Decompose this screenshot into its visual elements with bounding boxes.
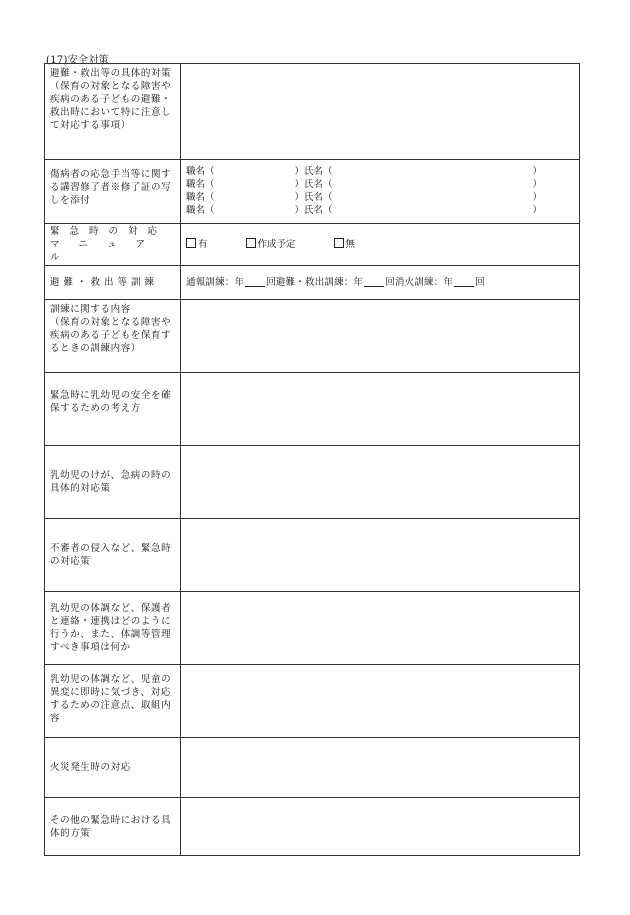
drills-counts: [181, 266, 580, 300]
manual-option-no[interactable]: 無: [334, 238, 356, 251]
name-field-open[interactable]: 氏名（: [304, 205, 333, 216]
training-content-label: 訓練に関する内容 （保育の対象となる障害や疾病のある子どもを保育するときの訓練内容）: [45, 300, 181, 373]
row-guardian-contact: [45, 592, 580, 665]
intruder-response-label: 不審者の侵入など、緊急時の対応策: [45, 519, 181, 592]
manual-label-line2: マニュアル: [50, 239, 165, 263]
staff-line: [186, 178, 574, 191]
name-field-close: ）: [532, 179, 542, 190]
guardian-contact-label: 乳幼児の体調など、保護者と連絡・連携はどのように行うか、また、体調等管理すべき事項は何か: [45, 592, 181, 665]
checkbox-icon[interactable]: [186, 238, 196, 248]
post-field-open[interactable]: 職名（: [186, 166, 215, 177]
abnormality-notice-field[interactable]: [181, 665, 580, 738]
row-evacuation-measures: [45, 64, 580, 160]
post-field-close: ）: [294, 205, 304, 216]
post-field-close: ）: [294, 166, 304, 177]
name-field-open[interactable]: 氏名（: [304, 192, 333, 203]
post-field-open[interactable]: 職名（: [186, 179, 215, 190]
manual-label-line1: 緊急時の対応: [50, 226, 168, 237]
section-heading: (17)安全対策: [46, 55, 109, 66]
emergency-manual-label: [45, 224, 181, 266]
first-aid-staff-list: [181, 160, 580, 224]
name-field-open[interactable]: 氏名（: [304, 166, 333, 177]
row-other-emergency: [45, 798, 580, 856]
report-drill-prefix: 通報訓練：年: [186, 277, 245, 288]
name-field-close: ）: [532, 166, 542, 177]
staff-line: [186, 165, 574, 178]
checkbox-icon[interactable]: [246, 238, 256, 248]
drills-label: 避難・救出等訓練: [45, 266, 181, 300]
row-injury-response: [45, 446, 580, 519]
training-content-field[interactable]: [181, 300, 580, 373]
fire-drill-suffix: 回: [475, 277, 485, 288]
evac-drill-prefix: 避難・救出訓練：年: [275, 277, 364, 288]
safety-measures-table: [44, 63, 580, 856]
fire-drill-prefix: 消火訓練：年: [394, 277, 454, 288]
fire-response-label: 火災発生時の対応: [45, 738, 181, 798]
row-training-content: [45, 300, 580, 373]
injury-response-label: 乳幼児のけが、急病の時の具体的対応策: [45, 446, 181, 519]
safety-thinking-field[interactable]: [181, 373, 580, 446]
manual-option-planned[interactable]: 作成予定: [246, 238, 296, 251]
manual-option-yes[interactable]: 有: [186, 238, 208, 251]
guardian-contact-field[interactable]: [181, 592, 580, 665]
row-first-aid: [45, 160, 580, 224]
other-emergency-field[interactable]: [181, 798, 580, 856]
evac-drill-count-field[interactable]: [364, 277, 384, 287]
name-field-open[interactable]: 氏名（: [304, 179, 333, 190]
evacuation-measures-field[interactable]: [181, 64, 580, 160]
row-intruder-response: [45, 519, 580, 592]
first-aid-label: 傷病者の応急手当等に関する講習修了者※修了証の写しを添付: [45, 160, 181, 224]
evac-drill-suffix: 回: [385, 277, 395, 288]
abnormality-notice-label: 乳幼児の体調など、児童の異変に即時に気づき、対応するための注意点、取組内容: [45, 665, 181, 738]
post-field-close: ）: [294, 192, 304, 203]
intruder-response-field[interactable]: [181, 519, 580, 592]
staff-line: [186, 204, 574, 217]
post-field-open[interactable]: 職名（: [186, 205, 215, 216]
manual-options: [181, 224, 580, 266]
name-field-close: ）: [532, 192, 542, 203]
row-safety-thinking: [45, 373, 580, 446]
report-drill-count-field[interactable]: [245, 277, 265, 287]
post-field-close: ）: [294, 179, 304, 190]
fire-drill-count-field[interactable]: [454, 277, 474, 287]
safety-thinking-label: 緊急時に乳幼児の安全を確保するための考え方: [45, 373, 181, 446]
name-field-close: ）: [532, 205, 542, 216]
row-abnormality-notice: [45, 665, 580, 738]
fire-response-field[interactable]: [181, 738, 580, 798]
report-drill-suffix: 回: [266, 277, 276, 288]
checkbox-icon[interactable]: [334, 238, 344, 248]
other-emergency-label: その他の緊急時における具体的方策: [45, 798, 181, 856]
row-emergency-manual: [45, 224, 580, 266]
injury-response-field[interactable]: [181, 446, 580, 519]
post-field-open[interactable]: 職名（: [186, 192, 215, 203]
evacuation-measures-label: 避難・救出等の具体的対策 （保育の対象となる障害や疾病のある子どもの避難・救出時において特に注意して対応する事項）: [45, 64, 181, 160]
staff-line: [186, 191, 574, 204]
row-fire-response: [45, 738, 580, 798]
row-drills: [45, 266, 580, 300]
